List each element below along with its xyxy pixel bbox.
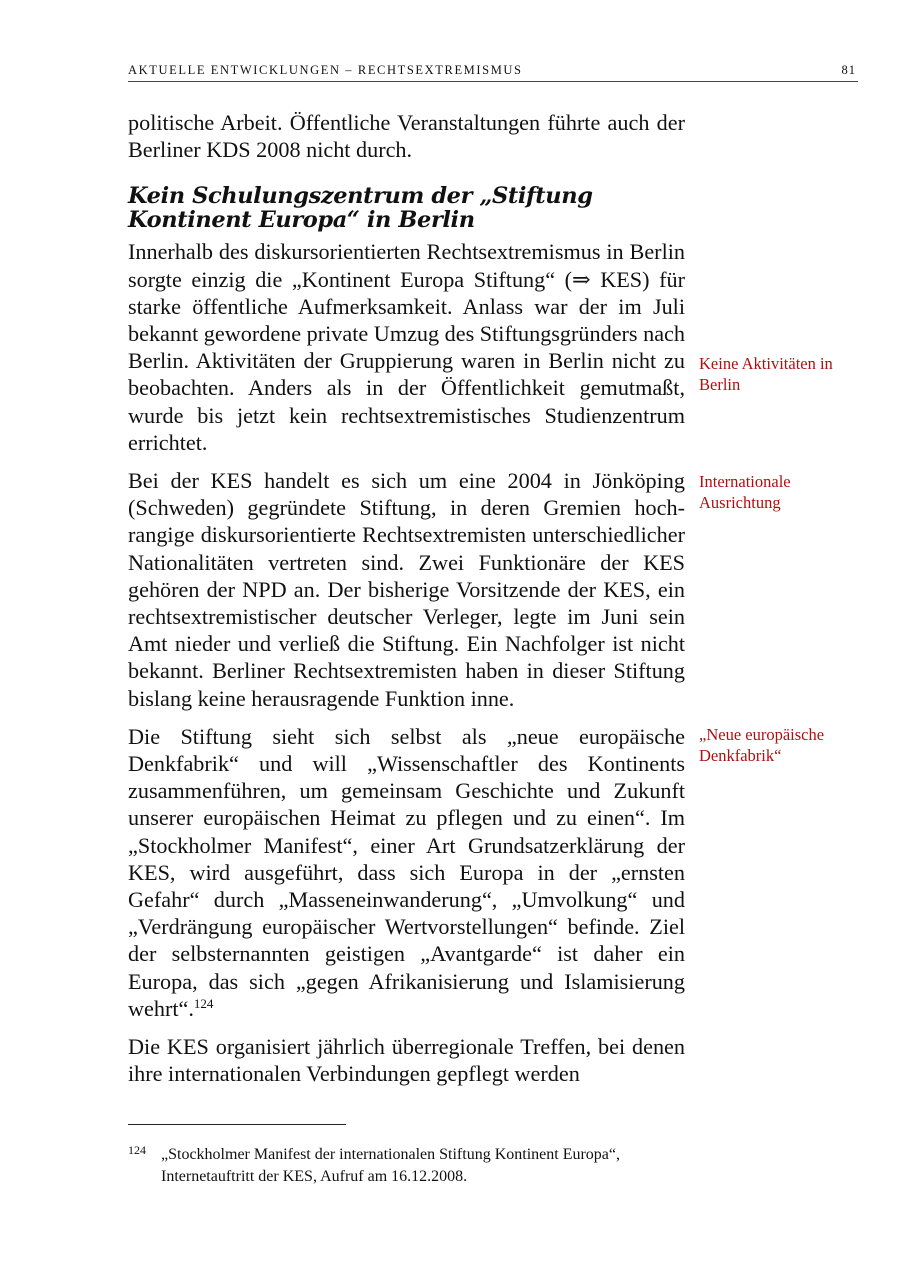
- paragraph-continued: politische Arbeit. Öffentliche Veranstaltungen führte auch der Berliner KDS 2008 nicht durch.: [128, 110, 685, 163]
- margin-note-denkfabrik: „Neue europäische Denkfabrik“: [699, 725, 825, 765]
- paragraph-kes-meetings: Die KES organisiert jährlich überregionale Treffen, bei denen ihre internationalen Verbindungen gepflegt werden: [128, 1034, 685, 1087]
- running-header: [128, 63, 858, 82]
- footnote-separator: [128, 1124, 346, 1125]
- section-heading: Kein Schulungszentrum der „Stiftung Kontinent Europa“ in Berlin: [128, 183, 593, 234]
- main-text-column: [128, 109, 685, 1088]
- paragraph-kes-denkfabrik: [128, 723, 685, 1022]
- footnote-number: 124: [128, 1143, 146, 1157]
- paragraph-denkfabrik-text: Die Stiftung sieht sich selbst als „neue europäische Denkfabrik“ und will „Wissenschaftler des Kontinents zusammenführen, um gemeinsam Geschichte und Zukunft unserer europäischen Heimat zu pflegen und zu einen“. Im „Stockholmer Manifest“, einer Art Grundsatzerklärung der KES, wird ausgeführt, dass sich Europa in der „ernsten Gefahr“ durch „Masseneinwanderung“, „Umvolkung“ und „Verdrängung europäischer Wertvorstellungen“ befinde. Ziel der selbsternannten geistigen „Avantgarde“ ist daher ein Europa, das sich „gegen Afrikanisierung und Islamisierung wehrt“.: [128, 723, 685, 1021]
- running-title: AKTUELLE ENTWICKLUNGEN – RECHTSEXTREMISMUS: [128, 63, 523, 77]
- margin-note-activities: Keine Aktivitäten in Berlin: [699, 354, 833, 394]
- paragraph-kes-intro: Innerhalb des diskursorientierten Rechtsextremismus in Berlin sorgte einzig die „Kontinent Europa Stiftung“ (⇒ KES) für starke öffentliche Aufmerksamkeit. Anlass war der im Juli bekannt gewordene private Umzug des Stiftungsgründers nach Berlin. Aktivitäten der Gruppierung waren in Berlin nicht zu beobachten. Anders als in der Öffentlichkeit gemutmaßt, wurde bis jetzt kein rechtsextremistisches Studienzentrum errichtet.: [128, 239, 685, 455]
- paragraph-kes-founding: Bei der KES handelt es sich um eine 2004 in Jönköping (Schweden) gegründete Stiftung, in deren Gremien hochrangige diskursorientierte Rechtsextremisten unterschiedlicher Nationalitäten vertreten sind. Zwei Funktionäre der KES gehören der NPD an. Der bisherige Vorsitzende der KES, ein rechtsextremistischer deutscher Verleger, legte im Juni sein Amt nieder und verließ die Stiftung. Ein Nachfolger ist nicht bekannt. Berliner Rechtsextremisten haben in dieser Stiftung bislang keine herausragende Funktion inne.: [128, 468, 685, 711]
- footnote-text: „Stockholmer Manifest der internationalen Stiftung Kontinent Europa“, Internetauftritt der KES, Aufruf am 16.12.2008.: [161, 1146, 620, 1185]
- footnote-reference[interactable]: 124: [193, 995, 214, 1011]
- footnote: [128, 1140, 688, 1187]
- margin-note-international: Internationale Ausrichtung: [699, 472, 791, 512]
- page-number: 81: [841, 63, 856, 77]
